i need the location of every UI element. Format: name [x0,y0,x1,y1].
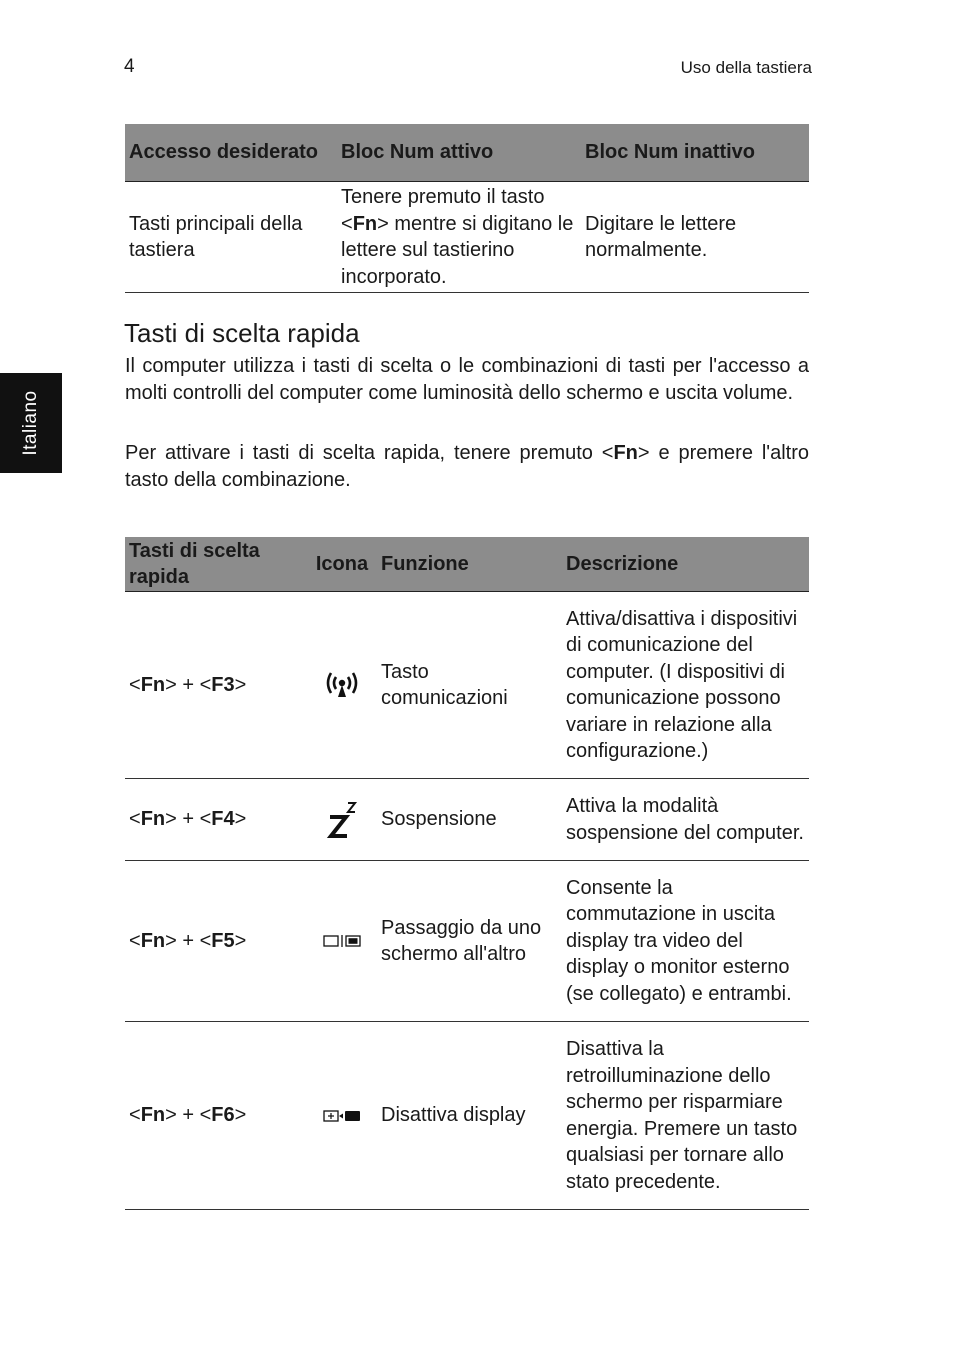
table-row [125,861,809,1022]
display-off-icon [323,1109,361,1123]
hotkeys-header-icon: Icona [307,537,377,592]
hotkeys-table-header [125,537,809,592]
page-number: 4 [124,56,135,77]
hotkey-description: Disattiva la retroilluminazione dello schermo per risparmiare energia. Premere un tasto qualsiasi per tornare allo stato precedente. [562,1022,809,1210]
hotkeys-header-function: Funzione [377,537,562,592]
hotkeys-header-description: Descrizione [562,537,809,592]
hotkey-combo: <Fn> + <F3> [125,592,307,779]
numlock-cell-off: Digitare le lettere normalmente. [581,182,809,293]
table-row [125,779,809,861]
numlock-table-header [125,124,809,182]
section-title: Tasti di scelta rapida [124,318,360,348]
sleep-icon [325,800,359,840]
hotkey-description: Attiva/disattiva i dispositivi di comunicazione del computer. (I dispositivi di comunicazione possono variare in relazione alla configurazione.) [562,592,809,779]
hotkey-description: Attiva la modalità sospensione del computer. [562,779,809,861]
hotkey-function: Tasto comunicazioni [377,592,562,779]
fn-key-label: Fn [613,442,638,464]
numlock-header-access: Accesso desiderato [125,124,337,182]
numlock-header-off: Bloc Num inattivo [581,124,809,182]
fn-key-label: Fn [352,212,378,235]
language-side-tab [0,373,62,473]
hotkeys-header-keys: Tasti di scelta rapida [125,537,307,592]
table-row [125,1022,809,1210]
numlock-table [125,124,809,293]
language-side-tab-label: Italiano [20,390,41,456]
hotkey-description: Consente la commutazione in uscita display tra video del display o monitor esterno (se collegato) e entrambi. [562,861,809,1022]
section-paragraph-1: Il computer utilizza i tasti di scelta o le combinazioni di tasti per l'accesso a molti controlli del computer come luminosità dello schermo e uscita volume. [125,355,809,404]
running-title: Uso della tastiera [680,58,812,77]
table-row [125,592,809,779]
hotkey-combo: <Fn> + <F4> [125,779,307,861]
display-toggle-icon [323,934,361,948]
numlock-cell-access: Tasti principali della tastiera [125,182,337,293]
numlock-header-on: Bloc Num attivo [337,124,581,182]
hotkey-function: Sospensione [377,779,562,861]
hotkey-function: Passaggio da uno schermo all'altro [377,861,562,1022]
hotkeys-table [125,537,809,1210]
section-paragraph-2: Per attivare i tasti di scelta rapida, tenere premuto <Fn> e premere l'altro tasto della combinazione. [125,442,809,491]
hotkey-combo: <Fn> + <F6> [125,1022,307,1210]
numlock-cell-on: Tenere premuto il tasto <Fn> mentre si digitano le lettere sul tastierino incorporato. [337,182,581,293]
hotkey-combo: <Fn> + <F5> [125,861,307,1022]
table-row [125,182,809,293]
hotkey-function: Disattiva display [377,1022,562,1210]
wireless-communication-icon [323,670,361,700]
